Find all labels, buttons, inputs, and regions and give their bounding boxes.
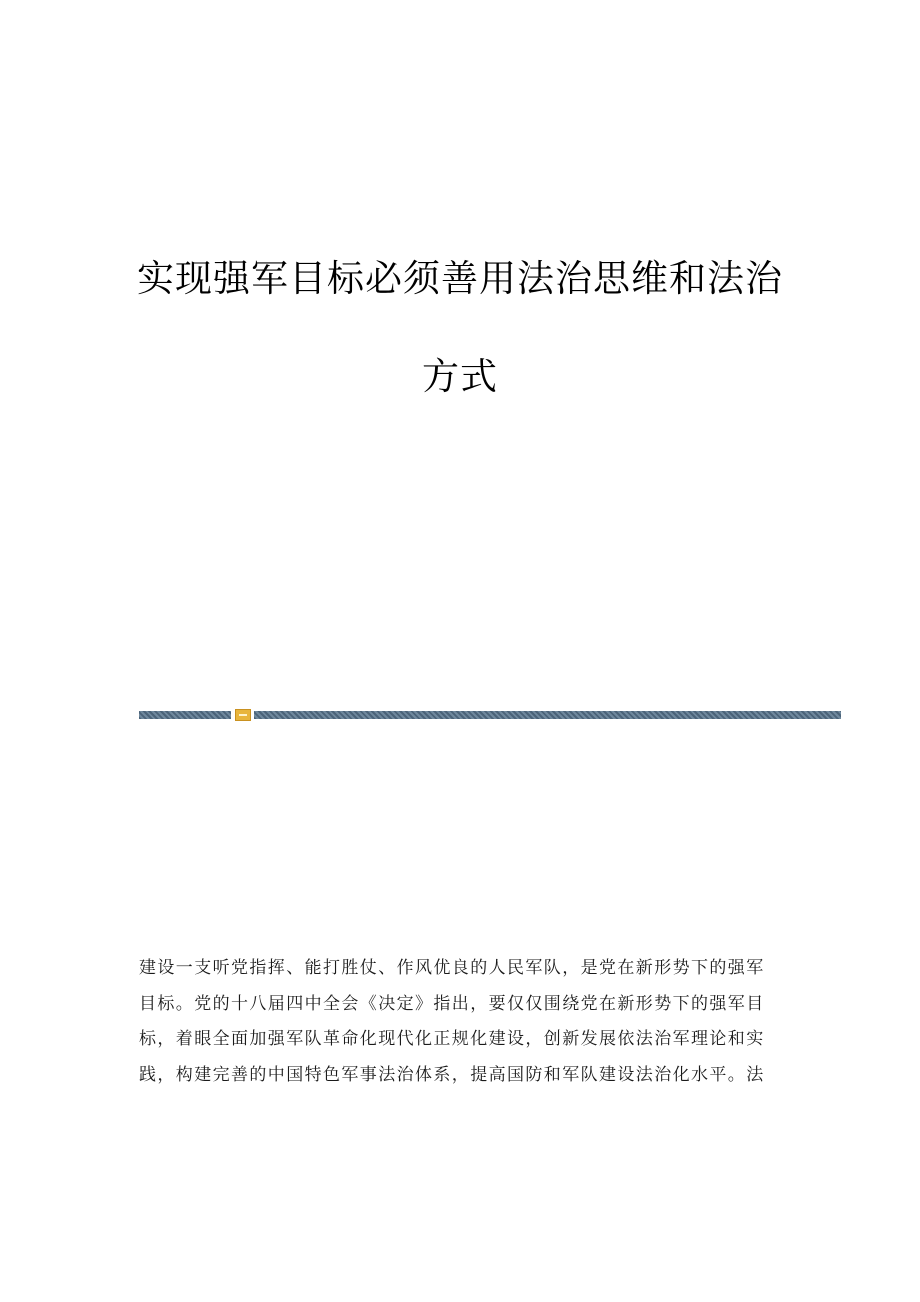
body-paragraph <box>139 951 779 1093</box>
body-line: 践，构建完善的中国特色军事法治体系，提高国防和军队建设法治化水平。法 <box>139 1064 765 1085</box>
title-line-1: 实现强军目标必须善用法治思维和法治 <box>137 257 783 300</box>
body-line: 建设一支听党指挥、能打胜仗、作风优良的人民军队，是党在新形势下的强军 <box>139 958 765 978</box>
section-divider <box>139 711 841 719</box>
divider-bar-left <box>139 711 231 719</box>
divider-ornament-icon <box>235 709 251 721</box>
document-title <box>0 256 920 400</box>
body-line: 标，着眼全面加强军队革命化现代化正规化建设，创新发展依法治军理论和实 <box>139 1029 765 1049</box>
title-line-2: 方式 <box>422 355 498 398</box>
divider-bar-right <box>254 711 841 719</box>
body-line: 目标。党的十八届四中全会《决定》指出，要仅仅围绕党在新形势下的强军目 <box>139 993 765 1014</box>
